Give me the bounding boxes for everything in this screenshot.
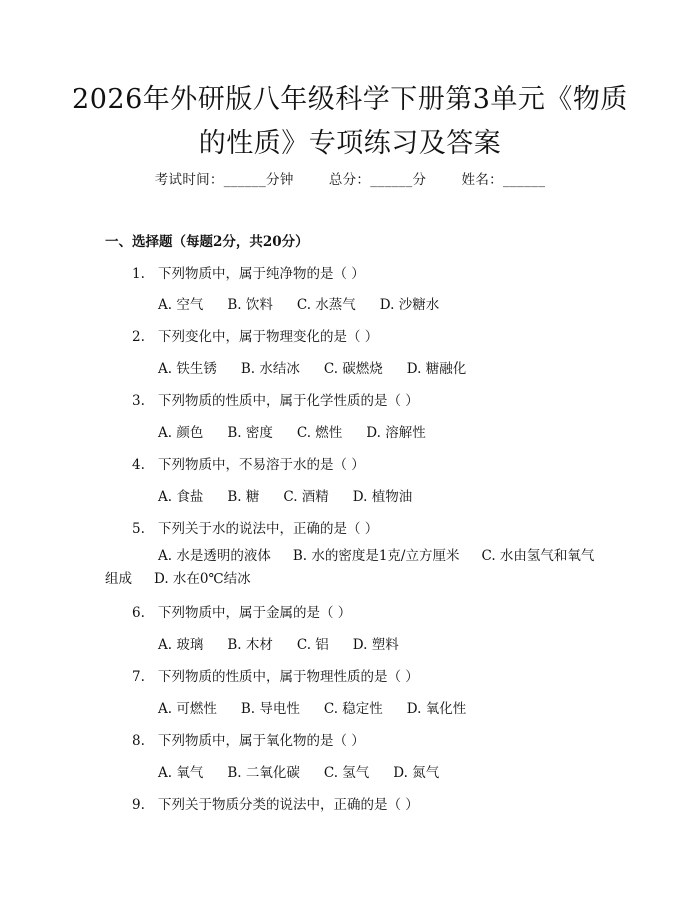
option: C. 碳燃烧 xyxy=(323,361,383,377)
question-text: 下列关于水的说法中，正确的是（ ） xyxy=(158,521,379,537)
option: B. 水结冰 xyxy=(240,361,300,377)
question-number: 2. xyxy=(132,329,145,345)
option-row xyxy=(158,293,463,313)
question-text: 下列物质中，属于氧化物的是（ ） xyxy=(158,733,365,749)
question-number: 6. xyxy=(132,605,145,621)
option: D. 植物油 xyxy=(352,489,413,505)
option: A. 铁生锈 xyxy=(158,361,217,377)
option: C. 酒精 xyxy=(283,489,329,505)
option: B. 糖 xyxy=(227,489,260,505)
option: C. 水由氢气和氧气组成 xyxy=(105,548,595,587)
question-item xyxy=(132,262,365,282)
question-text: 下列物质中，属于金属的是（ ） xyxy=(158,605,352,621)
option: B. 水的密度是1克/立方厘米 xyxy=(292,548,460,564)
option: C. 水蒸气 xyxy=(296,297,356,313)
exam-info-line xyxy=(0,168,700,188)
question-number: 8. xyxy=(132,733,145,749)
option: D. 沙糖水 xyxy=(379,297,440,313)
option: D. 氮气 xyxy=(393,765,440,781)
option-row xyxy=(158,421,450,441)
score-blank: ______ xyxy=(370,172,413,188)
option: B. 木材 xyxy=(227,637,273,653)
time-unit: 分钟 xyxy=(266,172,294,188)
option: D. 糖融化 xyxy=(406,361,467,377)
option: A. 玻璃 xyxy=(158,637,204,653)
option: C. 燃性 xyxy=(296,425,343,441)
time-blank: ______ xyxy=(223,172,267,188)
question-item xyxy=(132,601,351,621)
question-number: 9. xyxy=(132,797,145,813)
option-row xyxy=(158,633,423,653)
question-number: 1. xyxy=(132,266,145,282)
page-title: 2026年外研版八年级科学下册第3单元《物质的性质》专项练习及答案 xyxy=(72,84,628,159)
option: B. 密度 xyxy=(227,425,273,441)
option: C. 氢气 xyxy=(323,765,370,781)
option: B. 饮料 xyxy=(227,297,273,313)
question-number: 3. xyxy=(132,393,145,409)
time-label: 考试时间： xyxy=(154,172,224,188)
question-item xyxy=(132,793,419,813)
question-text: 下列变化中，属于物理变化的是（ ） xyxy=(158,329,379,345)
question-text: 下列物质的性质中，属于化学性质的是（ ） xyxy=(158,393,419,409)
question-text: 下列物质的性质中，属于物理性质的是（ ） xyxy=(158,669,419,685)
option: C. 铝 xyxy=(296,637,329,653)
option-row xyxy=(105,545,605,591)
option: A. 水是透明的液体 xyxy=(158,548,271,564)
question-item xyxy=(132,729,365,749)
option: A. 可燃性 xyxy=(158,701,217,717)
question-item xyxy=(132,389,419,409)
section-heading: 一、选择题（每题2分，共20分） xyxy=(105,234,309,250)
name-label: 姓名： xyxy=(461,172,503,188)
option: A. 空气 xyxy=(158,297,204,313)
option: D. 塑料 xyxy=(352,637,399,653)
score-label: 总分： xyxy=(328,172,371,188)
option: D. 水在0℃结冰 xyxy=(154,571,251,587)
score-unit: 分 xyxy=(412,172,427,188)
question-text: 下列物质中，不易溶于水的是（ ） xyxy=(158,457,365,473)
question-item xyxy=(132,325,378,345)
question-text: 下列物质中，属于纯净物的是（ ） xyxy=(158,266,365,282)
question-number: 4. xyxy=(132,457,145,473)
option: B. 导电性 xyxy=(240,701,300,717)
option: B. 二氧化碳 xyxy=(227,765,300,781)
option: A. 食盐 xyxy=(158,489,204,505)
option-row xyxy=(158,485,436,505)
option: D. 氧化性 xyxy=(406,701,467,717)
option-row xyxy=(158,697,490,717)
option: A. 氧气 xyxy=(158,765,204,781)
question-text: 下列关于物质分类的说法中，正确的是（ ） xyxy=(158,797,419,813)
option: A. 颜色 xyxy=(158,425,204,441)
question-item xyxy=(132,517,378,537)
question-number: 5. xyxy=(132,521,145,537)
question-item xyxy=(132,453,365,473)
option-row xyxy=(158,761,463,781)
question-number: 7. xyxy=(132,669,145,685)
option: C. 稳定性 xyxy=(323,701,383,717)
option-row xyxy=(158,357,490,377)
name-blank: ______ xyxy=(502,172,546,188)
question-item xyxy=(132,665,419,685)
option: D. 溶解性 xyxy=(366,425,426,441)
